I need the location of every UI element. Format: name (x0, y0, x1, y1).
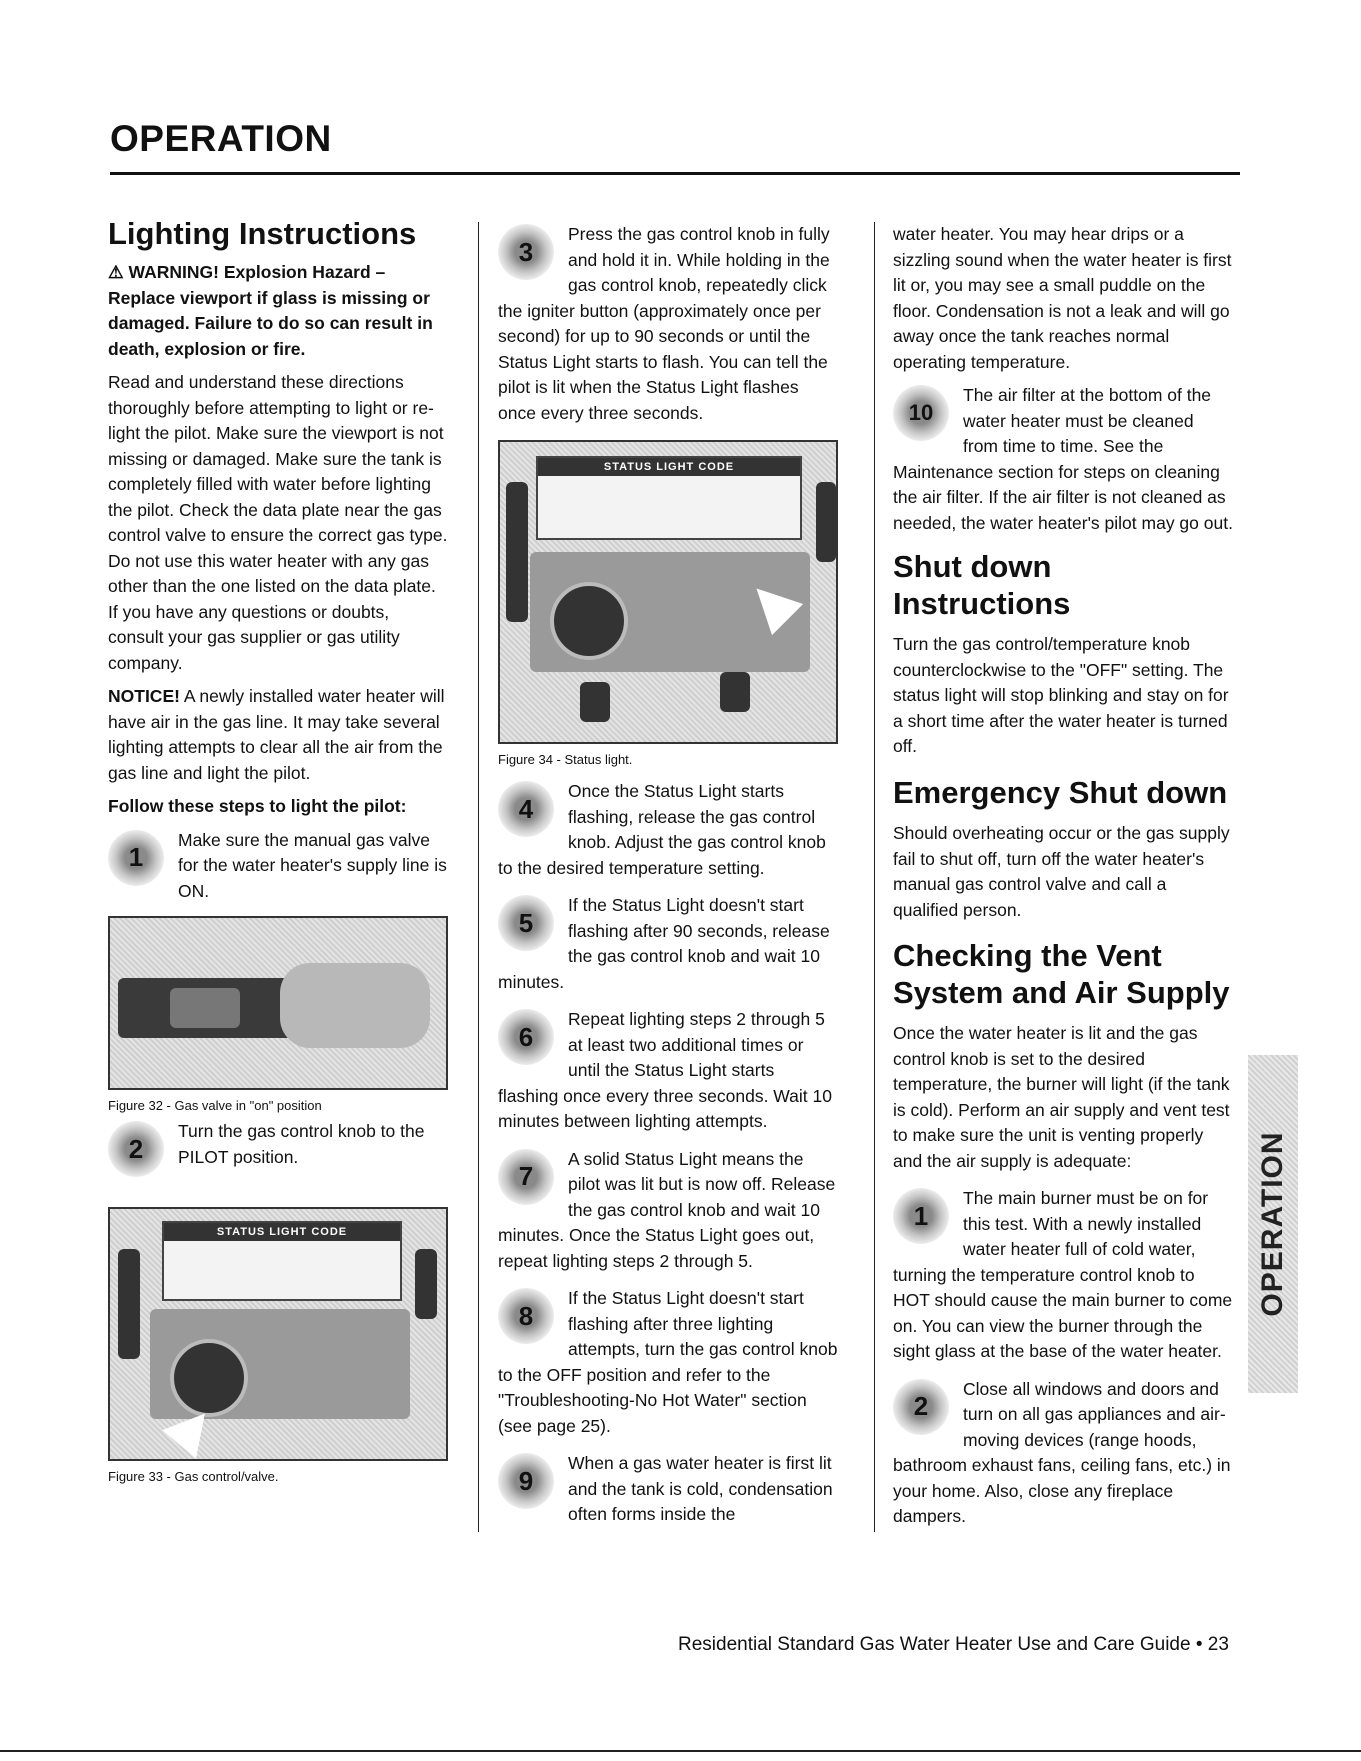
step-text: Make sure the manual gas valve for the water heater's supply line is ON. (178, 829, 447, 901)
status-light-code-label: STATUS LIGHT CODE (538, 458, 800, 476)
step-number: 1 (913, 1200, 929, 1231)
figure-32-caption: Figure 32 - Gas valve in "on" position (108, 1098, 322, 1114)
step-number: 4 (518, 793, 534, 824)
step-number: 1 (128, 842, 144, 873)
step-1 (108, 828, 448, 905)
step-text: Press the gas control knob in fully and hold it in. While holding in the gas control knob, repeatedly click the igniter button (approximately once per second) for up to 90 seconds or until the Status Light starts to flash. You can tell the pilot is lit when the Status Light flashes once every three seconds. (498, 224, 830, 423)
pipe-left (118, 1249, 140, 1359)
step-number: 3 (518, 236, 534, 267)
step-number-badge (498, 1288, 554, 1344)
status-light-plate (536, 456, 802, 540)
pipe-right (816, 482, 836, 562)
step-3 (498, 222, 838, 426)
step-text: Turn the gas control knob to the PILOT position. (178, 1121, 425, 1167)
side-tab-label: OPERATION (1256, 1131, 1289, 1317)
step-text: If the Status Light doesn't start flashing after three lighting attempts, turn the gas control knob to the OFF position and refer to the "Troubleshooting-No Hot Water" section (see page 25). (498, 1288, 838, 1436)
step-number-badge (498, 895, 554, 951)
gas-control-knob (550, 582, 628, 660)
bottom-edge-line (0, 1750, 1361, 1752)
column-1 (108, 215, 448, 1496)
step-number: 8 (518, 1300, 534, 1331)
step-text: A solid Status Light means the pilot was lit but is now off. Release the gas control knob and wait 10 minutes. Once the Status Light goes out, repeat lighting steps 2 through 5. (498, 1148, 836, 1271)
step-number-badge (498, 224, 554, 280)
vent-text: Once the water heater is lit and the gas control knob is set to the desired temperature, the burner will light (if the tank is cold). Perform an air supply and vent test to make sure the unit is venting properly and the air supply is adequate: (893, 1023, 1230, 1171)
fitting-bottom (580, 682, 610, 722)
step-text: Close all windows and doors and turn on all gas appliances and air-moving devices (range hoods, bathroom exhaust fans, ceiling fans, etc.) in your home. Also, close any fireplace dampers. (893, 1378, 1231, 1527)
step-number-badge (108, 1121, 164, 1177)
step-number: 2 (913, 1391, 929, 1422)
step-8 (498, 1286, 838, 1439)
step-6 (498, 1007, 838, 1135)
status-light-plate (162, 1221, 402, 1301)
vent-step-2 (893, 1377, 1233, 1530)
fitting-bottom-right (720, 672, 750, 712)
follow-steps-label: Follow these steps to light the pilot: (108, 796, 407, 817)
step-5 (498, 893, 838, 995)
step-text: Repeat lighting steps 2 through 5 at least two additional times or until the Status Light starts flashing once every three seconds. Wait 10 minutes between lighting attempts. (498, 1009, 832, 1131)
figure-34-caption: Figure 34 - Status light. (498, 752, 633, 767)
status-light-code-label: STATUS LIGHT CODE (164, 1223, 400, 1241)
step-10 (893, 383, 1233, 536)
step-number: 6 (518, 1021, 534, 1052)
warning-text: ⚠ WARNING! Explosion Hazard – Replace viewport if glass is missing or damaged. Failure to do so can result in death, explosion or fire. (108, 262, 433, 359)
vent-heading: Checking the Vent System and Air Supply (893, 938, 1230, 1011)
step-text: The air filter at the bottom of the water heater must be cleaned from time to time. See the Maintenance section for steps on cleaning the air filter. If the air filter is not cleaned as needed, the water heater's pilot may go out. (893, 385, 1233, 533)
step-9 (498, 1451, 838, 1528)
step-text: Once the Status Light starts flashing, release the gas control knob. Adjust the gas control knob to the desired temperature setting. (498, 781, 826, 878)
valve-handle (170, 988, 240, 1028)
step-7 (498, 1147, 838, 1275)
notice-text: A newly installed water heater will have air in the gas line. It may take several lighting attempts to clear all the air from the gas line and light the pilot. (108, 686, 445, 783)
figure-34-image (498, 440, 838, 744)
column-divider-1 (478, 222, 479, 1532)
step-2 (108, 1119, 448, 1195)
emergency-heading: Emergency Shut down (893, 774, 1228, 810)
emergency-text: Should overheating occur or the gas supply fail to shut off, turn off the water heater's manual gas control valve and call a qualified person. (893, 823, 1230, 920)
pipe-right (415, 1249, 437, 1319)
step-number: 2 (128, 1133, 144, 1164)
step-text: The main burner must be on for this test. With a newly installed water heater full of cold water, turning the temperature control knob to HOT should cause the main burner to come on. You can view the burner through the sight glass at the base of the water heater. (893, 1188, 1233, 1362)
step-number: 10 (908, 400, 934, 425)
step-text: When a gas water heater is first lit and the tank is cold, condensation often forms inside the (568, 1453, 833, 1524)
title-divider (110, 172, 1240, 175)
pipe-left (506, 482, 528, 622)
notice-label: NOTICE! (108, 686, 180, 707)
intro-text: Read and understand these directions thoroughly before attempting to light or re-light the pilot. Make sure the viewport is not missing or damaged. Make sure the tank is completely filled with water before lighting the pilot. Check the data plate near the gas control valve to ensure the correct gas type. Do not use this water heater with any gas other than the one listed on the data plate. If you have any questions or doubts, consult your gas supplier or gas utility company. (108, 372, 448, 673)
step-text: If the Status Light doesn't start flashing after 90 seconds, release the gas control knob and wait 10 minutes. (498, 895, 830, 992)
figure-33-caption: Figure 33 - Gas control/valve. (108, 1469, 279, 1485)
page-footer: Residential Standard Gas Water Heater Use and Care Guide • 23 (678, 1634, 1229, 1655)
step-number-badge (498, 1453, 554, 1509)
figure-33-image (108, 1207, 448, 1461)
step-number-badge (108, 830, 164, 886)
page-title: OPERATION (110, 118, 332, 159)
step-number: 5 (518, 907, 534, 938)
column-2 (498, 222, 838, 1540)
step-number: 7 (518, 1161, 534, 1191)
column-3 (893, 222, 1233, 1542)
step-number-badge (498, 1149, 554, 1205)
shutdown-heading: Shut down Instructions (893, 549, 1071, 622)
step-number: 9 (518, 1465, 534, 1496)
step-number-badge (498, 1009, 554, 1065)
column-divider-2 (874, 222, 875, 1532)
continued-text: water heater. You may hear drips or a sizzling sound when the water heater is first lit or, you may see a small puddle on the floor. Condensation is not a leak and will go away once the tank reaches normal operating temperature. (893, 224, 1232, 372)
step-number-badge (893, 1379, 949, 1435)
step-number-badge (893, 385, 949, 441)
step-4 (498, 779, 838, 881)
hand (280, 963, 430, 1048)
lighting-instructions-heading: Lighting Instructions (108, 216, 417, 251)
figure-32-image (108, 916, 448, 1090)
step-number-badge (498, 781, 554, 837)
shutdown-text: Turn the gas control/temperature knob counterclockwise to the "OFF" setting. The status light will stop blinking and stay on for a short time after the water heater is turned off. (893, 634, 1229, 757)
vent-step-1 (893, 1186, 1233, 1365)
notice-paragraph (108, 684, 448, 786)
side-section-tab (1248, 1055, 1298, 1393)
